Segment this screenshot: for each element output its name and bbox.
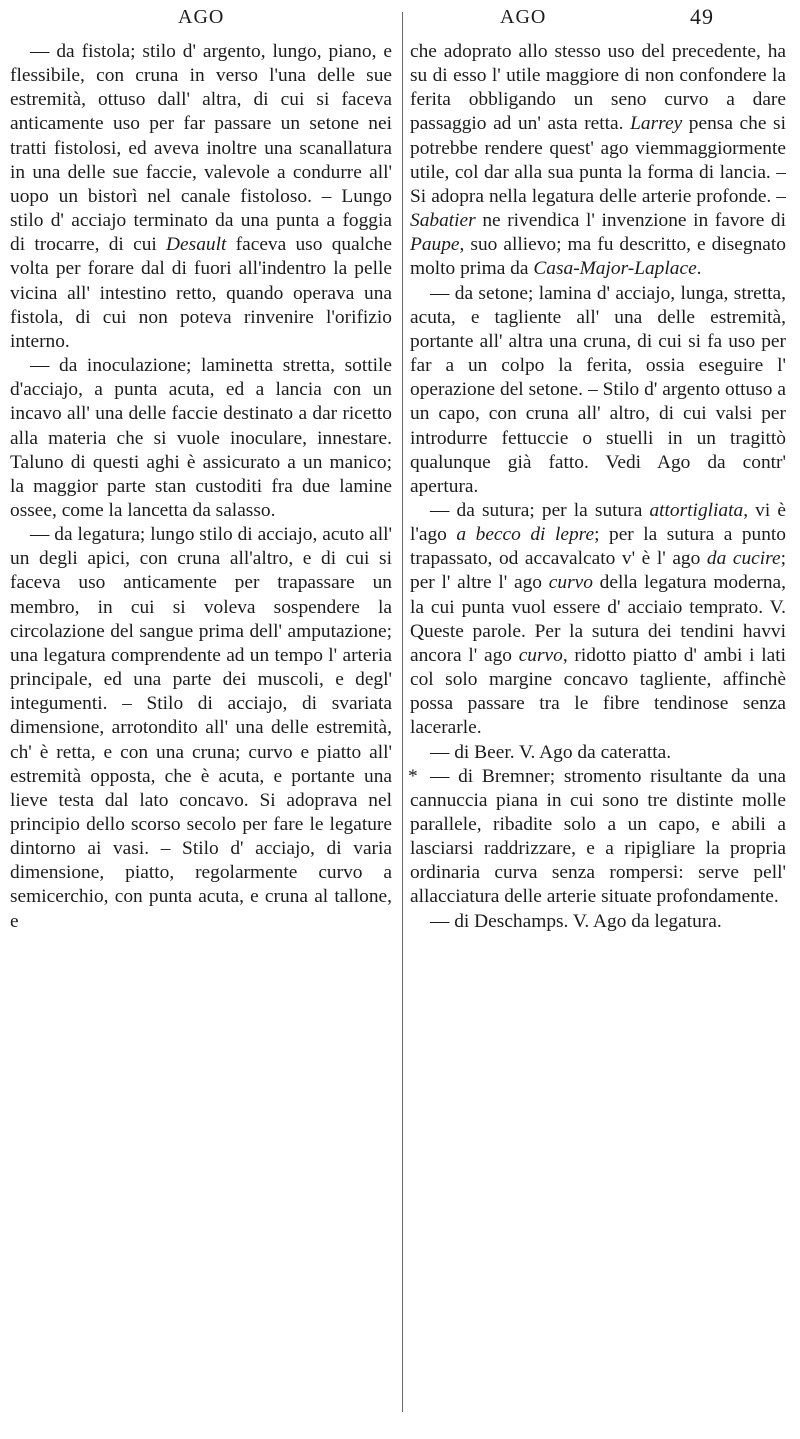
entry-da-setone: — da setone; lamina d' acciajo, lunga, stretta, acuta, e tagliente all' una delle estremità, portante all' altra una cruna, di cui si fa uso per far a un colpo la ferita, ossia eseguire l' operazione del setone. – Stilo d' argento ottuso a un capo, con cruna all' altro, di cui valsi per introdurre fettuccie o stuelli in un tragittò qualunque già fatto. Vedi Ago da contr' apertura.: [410, 282, 786, 497]
left-running-head: [8, 0, 396, 40]
right-column-text: [410, 40, 786, 934]
left-column-text: [8, 40, 396, 934]
left-headword: AGO: [178, 6, 225, 28]
page-number: 49: [690, 4, 714, 29]
entry-da-sutura: — da sutura; per la sutura attortigliata, vi è l'ago a becco di lepre; per la sutura a punto trapassato, od accavalcato v' è l' ago da cucire; per l' altre l' ago curvo della legatura moderna, la cui punta vuol essere d' acciaio temprato. V. Queste parole. Per la sutura dei tendini havvi ancora l' ago curvo, ridotto piatto d' ambi i lati col solo margine concavo tagliente, affinchè possa passare tra le fibre tendinose senza lacerarle.: [410, 499, 787, 739]
right-column: [410, 0, 786, 934]
italic-term: Paupe: [410, 234, 460, 256]
italic-term: Casa-Major-Laplace: [533, 258, 697, 280]
entry-di-deschamps: — di Deschamps. V. Ago da legatura.: [430, 910, 722, 932]
italic-term: a becco di lepre: [456, 524, 595, 546]
right-headword: AGO: [500, 6, 547, 28]
italic-term: Larrey: [630, 113, 683, 135]
italic-term: da cucire: [706, 548, 781, 570]
entry-da-inoculazione: — da inoculazione; laminetta stretta, sottile d'acciajo, a punta acuta, ed a lancia con un incavo all' una delle faccie destinato a dar ricetto alla materia che si vuole inoculare, innestare. Taluno di questi aghi è assicurato a un manico; la maggior parte stan custoditi fra due lamine ossee, come la lancetta da salasso.: [10, 355, 392, 521]
entry-da-fistola: — da fistola; stilo d' argento, lungo, piano, e flessibile, con cruna in verso l'una delle sue estremità, ottuso dall' altra, di cui si faceva anticamente uso per far passare un setone nei tratti fistolosi, ed aveva inoltre una scanallatura in una delle sue faccie, valevole a condurre all' uopo un bistorì nel canale fistoloso. – Lungo stilo d' acciajo terminato da una punta a foggia di trocarre, di cui Desault faceva uso qualche volta per forare dal di fuori all'indentro la pelle vicina all' intestino retto, quando operava una fistola, di cui non poteva rinvenire l'orifizio interno.: [10, 41, 392, 352]
left-column: [8, 0, 396, 934]
entry-di-bremner: * — di Bremner; stromento risultante da una cannuccia piana in cui sono tre distinte molle parallele, ribadite solo a un capo, e abili a lasciarsi raddrizzare, e a ripigliare la propria ordinaria curva senza rompersi: serve pell' allacciatura delle arterie situate profondamente.: [408, 765, 786, 908]
italic-term: attortigliata: [649, 499, 744, 521]
entry-di-bremner-text: — di Bremner; stromento risultante da una cannuccia piana in cui sono tre distinte molle parallele, ribadite solo a un capo, e abili a lasciarsi raddrizzare, e a ripigliare la propria ordinaria curva senza rompersi: serve pell' allacciatura delle arterie situate profondamente.: [410, 765, 786, 908]
entry-legatura-continued: che adoprato allo stesso uso del precedente, ha su di esso l' utile maggiore di non confondere la ferita obbligando un seno curvo a dare passaggio ad un' asta retta. Larrey pensa che si potrebbe rendere quest' ago viemmaggiormente utile, col dar alla sua punta la forma di lancia. – Si adopra nella legatura delle arterie profonde. – Sabatier ne rivendica l' invenzione in favore di Paupe, suo allievo; ma fu descritto, e disegnato molto prima da Casa-Major-Laplace.: [410, 41, 786, 280]
italic-term: curvo: [548, 572, 593, 594]
italic-term: Sabatier: [410, 210, 476, 232]
entry-da-legatura: — da legatura; lungo stilo di acciajo, acuto all' un degli apici, con cruna all'altro, e di cui si faceva uso anticamente per trapassare un membro, in cui si voleva sospendere la circolazione del sangue prima dell' amputazione; una legatura comprendente ad un tempo l' arteria principale, ed una parte dei muscoli, e degl' integumenti. – Stilo di acciajo, di svariata dimensione, arrotondito all' una delle estremità, ch' è retta, e con una cruna; curvo e piatto all' estremità opposta, che è acuta, e portante una lieve testa dal lato concavo. Si adoprava nel principio dello scorso secolo per fare le legature dintorno ai vasi. – Stilo d' acciajo, di varia dimensione, piatto, regolarmente curvo a semicerchio, con punta acuta, e cruna al tallone, e: [10, 524, 392, 932]
right-running-head: [410, 0, 786, 40]
italic-term: Desault: [166, 234, 227, 256]
entry-di-beer: — di Beer. V. Ago da cateratta.: [430, 741, 672, 763]
column-divider: [402, 12, 403, 1412]
